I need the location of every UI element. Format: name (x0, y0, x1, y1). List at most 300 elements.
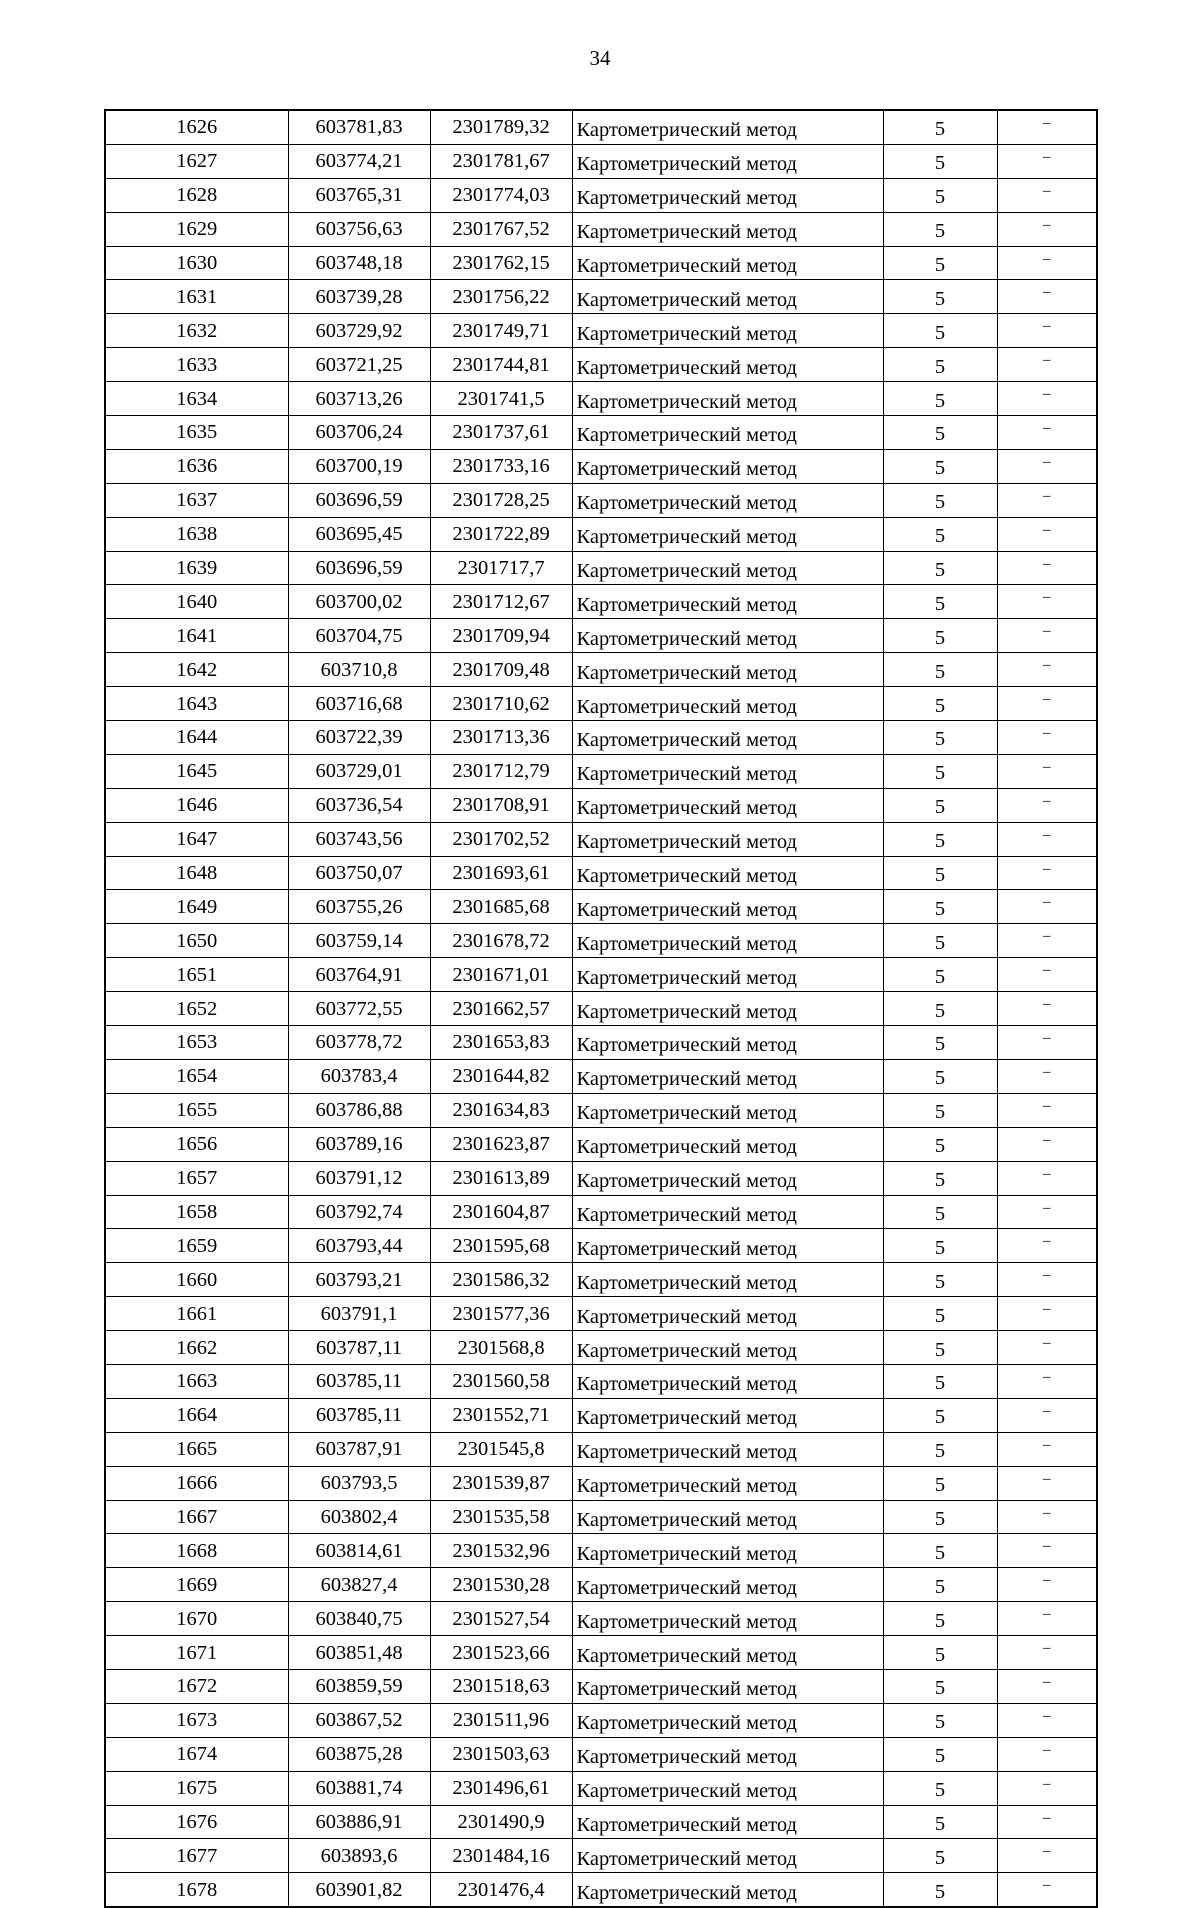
y-coordinate-cell: 2301644,82 (430, 1059, 572, 1093)
dash-cell: – (997, 822, 1097, 856)
dash-cell: – (997, 1364, 1097, 1398)
table-row (105, 1364, 1097, 1398)
point-number-cell: 1630 (105, 246, 288, 280)
x-coordinate-cell: 603748,18 (288, 246, 430, 280)
method-cell: Картометрический метод (572, 1839, 883, 1873)
dash-cell: – (997, 890, 1097, 924)
table-row (105, 449, 1097, 483)
dash-cell: – (997, 1636, 1097, 1670)
dash-cell: – (997, 1602, 1097, 1636)
table-row (105, 1127, 1097, 1161)
x-coordinate-cell: 603739,28 (288, 280, 430, 314)
dash-cell: – (997, 992, 1097, 1026)
error-cell: 5 (883, 144, 997, 178)
method-cell: Картометрический метод (572, 1229, 883, 1263)
coordinates-table-body (105, 110, 1097, 1907)
dash-cell: – (997, 1229, 1097, 1263)
dash-cell: – (997, 687, 1097, 721)
table-row (105, 144, 1097, 178)
table-row (105, 1229, 1097, 1263)
error-cell: 5 (883, 890, 997, 924)
error-cell: 5 (883, 1873, 997, 1907)
method-cell: Картометрический метод (572, 585, 883, 619)
dash-cell: – (997, 1331, 1097, 1365)
dash-cell: – (997, 382, 1097, 416)
x-coordinate-cell: 603722,39 (288, 721, 430, 755)
y-coordinate-cell: 2301653,83 (430, 1026, 572, 1060)
method-cell: Картометрический метод (572, 1026, 883, 1060)
x-coordinate-cell: 603696,59 (288, 483, 430, 517)
table-row (105, 348, 1097, 382)
point-number-cell: 1644 (105, 721, 288, 755)
y-coordinate-cell: 2301518,63 (430, 1669, 572, 1703)
point-number-cell: 1645 (105, 754, 288, 788)
dash-cell: – (997, 1771, 1097, 1805)
table-row (105, 585, 1097, 619)
y-coordinate-cell: 2301577,36 (430, 1297, 572, 1331)
method-cell: Картометрический метод (572, 1805, 883, 1839)
point-number-cell: 1631 (105, 280, 288, 314)
error-cell: 5 (883, 1364, 997, 1398)
method-cell: Картометрический метод (572, 1161, 883, 1195)
y-coordinate-cell: 2301568,8 (430, 1331, 572, 1365)
y-coordinate-cell: 2301511,96 (430, 1703, 572, 1737)
y-coordinate-cell: 2301744,81 (430, 348, 572, 382)
dash-cell: – (997, 1026, 1097, 1060)
x-coordinate-cell: 603764,91 (288, 958, 430, 992)
y-coordinate-cell: 2301774,03 (430, 178, 572, 212)
table-row (105, 551, 1097, 585)
y-coordinate-cell: 2301496,61 (430, 1771, 572, 1805)
method-cell: Картометрический метод (572, 653, 883, 687)
method-cell: Картометрический метод (572, 212, 883, 246)
y-coordinate-cell: 2301708,91 (430, 788, 572, 822)
method-cell: Картометрический метод (572, 1331, 883, 1365)
y-coordinate-cell: 2301685,68 (430, 890, 572, 924)
point-number-cell: 1659 (105, 1229, 288, 1263)
method-cell: Картометрический метод (572, 1263, 883, 1297)
dash-cell: – (997, 551, 1097, 585)
method-cell: Картометрический метод (572, 1568, 883, 1602)
table-row (105, 1331, 1097, 1365)
error-cell: 5 (883, 483, 997, 517)
y-coordinate-cell: 2301709,94 (430, 619, 572, 653)
y-coordinate-cell: 2301737,61 (430, 416, 572, 450)
table-row (105, 653, 1097, 687)
dash-cell: – (997, 721, 1097, 755)
error-cell: 5 (883, 1229, 997, 1263)
method-cell: Картометрический метод (572, 958, 883, 992)
y-coordinate-cell: 2301712,79 (430, 754, 572, 788)
method-cell: Картометрический метод (572, 1059, 883, 1093)
table-row (105, 754, 1097, 788)
error-cell: 5 (883, 1703, 997, 1737)
point-number-cell: 1634 (105, 382, 288, 416)
table-row (105, 721, 1097, 755)
dash-cell: – (997, 314, 1097, 348)
dash-cell: – (997, 856, 1097, 890)
x-coordinate-cell: 603791,1 (288, 1297, 430, 1331)
dash-cell: – (997, 653, 1097, 687)
x-coordinate-cell: 603814,61 (288, 1534, 430, 1568)
point-number-cell: 1640 (105, 585, 288, 619)
point-number-cell: 1652 (105, 992, 288, 1026)
dash-cell: – (997, 1703, 1097, 1737)
dash-cell: – (997, 1466, 1097, 1500)
method-cell: Картометрический метод (572, 246, 883, 280)
dash-cell: – (997, 1500, 1097, 1534)
error-cell: 5 (883, 1669, 997, 1703)
method-cell: Картометрический метод (572, 144, 883, 178)
x-coordinate-cell: 603713,26 (288, 382, 430, 416)
y-coordinate-cell: 2301789,32 (430, 110, 572, 144)
table-row (105, 1568, 1097, 1602)
x-coordinate-cell: 603756,63 (288, 212, 430, 246)
table-row (105, 1026, 1097, 1060)
point-number-cell: 1662 (105, 1331, 288, 1365)
method-cell: Картометрический метод (572, 314, 883, 348)
point-number-cell: 1678 (105, 1873, 288, 1907)
x-coordinate-cell: 603787,91 (288, 1432, 430, 1466)
point-number-cell: 1655 (105, 1093, 288, 1127)
table-row (105, 1398, 1097, 1432)
dash-cell: – (997, 110, 1097, 144)
method-cell: Картометрический метод (572, 551, 883, 585)
point-number-cell: 1628 (105, 178, 288, 212)
y-coordinate-cell: 2301484,16 (430, 1839, 572, 1873)
table-row (105, 890, 1097, 924)
method-cell: Картометрический метод (572, 856, 883, 890)
error-cell: 5 (883, 280, 997, 314)
table-row (105, 110, 1097, 144)
x-coordinate-cell: 603859,59 (288, 1669, 430, 1703)
x-coordinate-cell: 603774,21 (288, 144, 430, 178)
point-number-cell: 1635 (105, 416, 288, 450)
point-number-cell: 1637 (105, 483, 288, 517)
y-coordinate-cell: 2301623,87 (430, 1127, 572, 1161)
point-number-cell: 1657 (105, 1161, 288, 1195)
dash-cell: – (997, 449, 1097, 483)
x-coordinate-cell: 603696,59 (288, 551, 430, 585)
error-cell: 5 (883, 788, 997, 822)
error-cell: 5 (883, 1127, 997, 1161)
x-coordinate-cell: 603886,91 (288, 1805, 430, 1839)
table-row (105, 212, 1097, 246)
x-coordinate-cell: 603875,28 (288, 1737, 430, 1771)
y-coordinate-cell: 2301767,52 (430, 212, 572, 246)
error-cell: 5 (883, 585, 997, 619)
table-row (105, 1669, 1097, 1703)
point-number-cell: 1675 (105, 1771, 288, 1805)
point-number-cell: 1656 (105, 1127, 288, 1161)
point-number-cell: 1669 (105, 1568, 288, 1602)
dash-cell: – (997, 1263, 1097, 1297)
x-coordinate-cell: 603781,83 (288, 110, 430, 144)
method-cell: Картометрический метод (572, 449, 883, 483)
point-number-cell: 1642 (105, 653, 288, 687)
error-cell: 5 (883, 1771, 997, 1805)
error-cell: 5 (883, 1432, 997, 1466)
x-coordinate-cell: 603704,75 (288, 619, 430, 653)
table-row (105, 1432, 1097, 1466)
error-cell: 5 (883, 416, 997, 450)
x-coordinate-cell: 603729,92 (288, 314, 430, 348)
error-cell: 5 (883, 721, 997, 755)
table-row (105, 822, 1097, 856)
x-coordinate-cell: 603710,8 (288, 653, 430, 687)
error-cell: 5 (883, 449, 997, 483)
error-cell: 5 (883, 958, 997, 992)
coordinates-table (104, 109, 1098, 1908)
dash-cell: – (997, 483, 1097, 517)
error-cell: 5 (883, 1398, 997, 1432)
x-coordinate-cell: 603721,25 (288, 348, 430, 382)
y-coordinate-cell: 2301532,96 (430, 1534, 572, 1568)
table-row (105, 1602, 1097, 1636)
method-cell: Картометрический метод (572, 348, 883, 382)
point-number-cell: 1626 (105, 110, 288, 144)
y-coordinate-cell: 2301490,9 (430, 1805, 572, 1839)
table-row (105, 1500, 1097, 1534)
error-cell: 5 (883, 382, 997, 416)
point-number-cell: 1641 (105, 619, 288, 653)
table-row (105, 1703, 1097, 1737)
error-cell: 5 (883, 1737, 997, 1771)
dash-cell: – (997, 1432, 1097, 1466)
error-cell: 5 (883, 1534, 997, 1568)
dash-cell: – (997, 788, 1097, 822)
x-coordinate-cell: 603772,55 (288, 992, 430, 1026)
table-row (105, 1161, 1097, 1195)
table-row (105, 1297, 1097, 1331)
dash-cell: – (997, 1059, 1097, 1093)
y-coordinate-cell: 2301530,28 (430, 1568, 572, 1602)
point-number-cell: 1674 (105, 1737, 288, 1771)
point-number-cell: 1651 (105, 958, 288, 992)
dash-cell: – (997, 1839, 1097, 1873)
method-cell: Картометрический метод (572, 1636, 883, 1670)
x-coordinate-cell: 603867,52 (288, 1703, 430, 1737)
y-coordinate-cell: 2301709,48 (430, 653, 572, 687)
x-coordinate-cell: 603729,01 (288, 754, 430, 788)
x-coordinate-cell: 603793,44 (288, 1229, 430, 1263)
error-cell: 5 (883, 1568, 997, 1602)
dash-cell: – (997, 1398, 1097, 1432)
table-row (105, 1263, 1097, 1297)
point-number-cell: 1665 (105, 1432, 288, 1466)
dash-cell: – (997, 1873, 1097, 1907)
point-number-cell: 1666 (105, 1466, 288, 1500)
x-coordinate-cell: 603783,4 (288, 1059, 430, 1093)
error-cell: 5 (883, 1602, 997, 1636)
point-number-cell: 1658 (105, 1195, 288, 1229)
table-row (105, 958, 1097, 992)
dash-cell: – (997, 1093, 1097, 1127)
x-coordinate-cell: 603700,02 (288, 585, 430, 619)
error-cell: 5 (883, 1026, 997, 1060)
error-cell: 5 (883, 1297, 997, 1331)
error-cell: 5 (883, 1839, 997, 1873)
y-coordinate-cell: 2301728,25 (430, 483, 572, 517)
error-cell: 5 (883, 754, 997, 788)
y-coordinate-cell: 2301604,87 (430, 1195, 572, 1229)
point-number-cell: 1654 (105, 1059, 288, 1093)
table-row (105, 517, 1097, 551)
point-number-cell: 1673 (105, 1703, 288, 1737)
dash-cell: – (997, 212, 1097, 246)
method-cell: Картометрический метод (572, 110, 883, 144)
y-coordinate-cell: 2301613,89 (430, 1161, 572, 1195)
error-cell: 5 (883, 1161, 997, 1195)
y-coordinate-cell: 2301717,7 (430, 551, 572, 585)
x-coordinate-cell: 603750,07 (288, 856, 430, 890)
x-coordinate-cell: 603793,5 (288, 1466, 430, 1500)
method-cell: Картометрический метод (572, 280, 883, 314)
y-coordinate-cell: 2301781,67 (430, 144, 572, 178)
dash-cell: – (997, 1127, 1097, 1161)
table-row (105, 924, 1097, 958)
error-cell: 5 (883, 856, 997, 890)
table-row (105, 246, 1097, 280)
error-cell: 5 (883, 110, 997, 144)
method-cell: Картометрический метод (572, 687, 883, 721)
point-number-cell: 1668 (105, 1534, 288, 1568)
x-coordinate-cell: 603706,24 (288, 416, 430, 450)
x-coordinate-cell: 603736,54 (288, 788, 430, 822)
method-cell: Картометрический метод (572, 1364, 883, 1398)
point-number-cell: 1633 (105, 348, 288, 382)
dash-cell: – (997, 178, 1097, 212)
page-number: 34 (589, 46, 611, 70)
y-coordinate-cell: 2301749,71 (430, 314, 572, 348)
table-row (105, 1093, 1097, 1127)
error-cell: 5 (883, 178, 997, 212)
point-number-cell: 1639 (105, 551, 288, 585)
point-number-cell: 1638 (105, 517, 288, 551)
error-cell: 5 (883, 1636, 997, 1670)
dash-cell: – (997, 348, 1097, 382)
y-coordinate-cell: 2301523,66 (430, 1636, 572, 1670)
dash-cell: – (997, 958, 1097, 992)
y-coordinate-cell: 2301712,67 (430, 585, 572, 619)
dash-cell: – (997, 1297, 1097, 1331)
method-cell: Картометрический метод (572, 517, 883, 551)
dash-cell: – (997, 1195, 1097, 1229)
y-coordinate-cell: 2301545,8 (430, 1432, 572, 1466)
error-cell: 5 (883, 924, 997, 958)
method-cell: Картометрический метод (572, 1771, 883, 1805)
point-number-cell: 1636 (105, 449, 288, 483)
table-row (105, 1737, 1097, 1771)
method-cell: Картометрический метод (572, 992, 883, 1026)
dash-cell: – (997, 280, 1097, 314)
x-coordinate-cell: 603785,11 (288, 1364, 430, 1398)
method-cell: Картометрический метод (572, 1737, 883, 1771)
table-row (105, 1771, 1097, 1805)
point-number-cell: 1676 (105, 1805, 288, 1839)
y-coordinate-cell: 2301722,89 (430, 517, 572, 551)
point-number-cell: 1653 (105, 1026, 288, 1060)
point-number-cell: 1627 (105, 144, 288, 178)
point-number-cell: 1646 (105, 788, 288, 822)
point-number-cell: 1664 (105, 1398, 288, 1432)
method-cell: Картометрический метод (572, 822, 883, 856)
table-row (105, 1059, 1097, 1093)
point-number-cell: 1649 (105, 890, 288, 924)
y-coordinate-cell: 2301710,62 (430, 687, 572, 721)
method-cell: Картометрический метод (572, 178, 883, 212)
table-row (105, 992, 1097, 1026)
dash-cell: – (997, 416, 1097, 450)
table-row (105, 280, 1097, 314)
y-coordinate-cell: 2301762,15 (430, 246, 572, 280)
dash-cell: – (997, 1805, 1097, 1839)
table-row (105, 178, 1097, 212)
y-coordinate-cell: 2301560,58 (430, 1364, 572, 1398)
error-cell: 5 (883, 1195, 997, 1229)
error-cell: 5 (883, 619, 997, 653)
point-number-cell: 1661 (105, 1297, 288, 1331)
x-coordinate-cell: 603893,6 (288, 1839, 430, 1873)
method-cell: Картометрический метод (572, 1500, 883, 1534)
dash-cell: – (997, 1534, 1097, 1568)
y-coordinate-cell: 2301756,22 (430, 280, 572, 314)
y-coordinate-cell: 2301733,16 (430, 449, 572, 483)
method-cell: Картометрический метод (572, 483, 883, 517)
x-coordinate-cell: 603755,26 (288, 890, 430, 924)
table-row (105, 619, 1097, 653)
table-row (105, 314, 1097, 348)
table-row (105, 687, 1097, 721)
table-row (105, 416, 1097, 450)
method-cell: Картометрический метод (572, 1432, 883, 1466)
method-cell: Картометрический метод (572, 1873, 883, 1907)
method-cell: Картометрический метод (572, 721, 883, 755)
dash-cell: – (997, 924, 1097, 958)
method-cell: Картометрический метод (572, 1534, 883, 1568)
method-cell: Картометрический метод (572, 1703, 883, 1737)
point-number-cell: 1660 (105, 1263, 288, 1297)
x-coordinate-cell: 603791,12 (288, 1161, 430, 1195)
x-coordinate-cell: 603851,48 (288, 1636, 430, 1670)
point-number-cell: 1677 (105, 1839, 288, 1873)
y-coordinate-cell: 2301678,72 (430, 924, 572, 958)
error-cell: 5 (883, 314, 997, 348)
error-cell: 5 (883, 1059, 997, 1093)
x-coordinate-cell: 603743,56 (288, 822, 430, 856)
method-cell: Картометрический метод (572, 1127, 883, 1161)
dash-cell: – (997, 1669, 1097, 1703)
method-cell: Картометрический метод (572, 1602, 883, 1636)
table-row (105, 1839, 1097, 1873)
method-cell: Картометрический метод (572, 754, 883, 788)
method-cell: Картометрический метод (572, 1093, 883, 1127)
x-coordinate-cell: 603787,11 (288, 1331, 430, 1365)
method-cell: Картометрический метод (572, 619, 883, 653)
dash-cell: – (997, 754, 1097, 788)
table-row (105, 1534, 1097, 1568)
method-cell: Картометрический метод (572, 382, 883, 416)
y-coordinate-cell: 2301535,58 (430, 1500, 572, 1534)
y-coordinate-cell: 2301702,52 (430, 822, 572, 856)
point-number-cell: 1629 (105, 212, 288, 246)
table-row (105, 1805, 1097, 1839)
point-number-cell: 1667 (105, 1500, 288, 1534)
x-coordinate-cell: 603802,4 (288, 1500, 430, 1534)
x-coordinate-cell: 603827,4 (288, 1568, 430, 1602)
table-row (105, 382, 1097, 416)
x-coordinate-cell: 603840,75 (288, 1602, 430, 1636)
